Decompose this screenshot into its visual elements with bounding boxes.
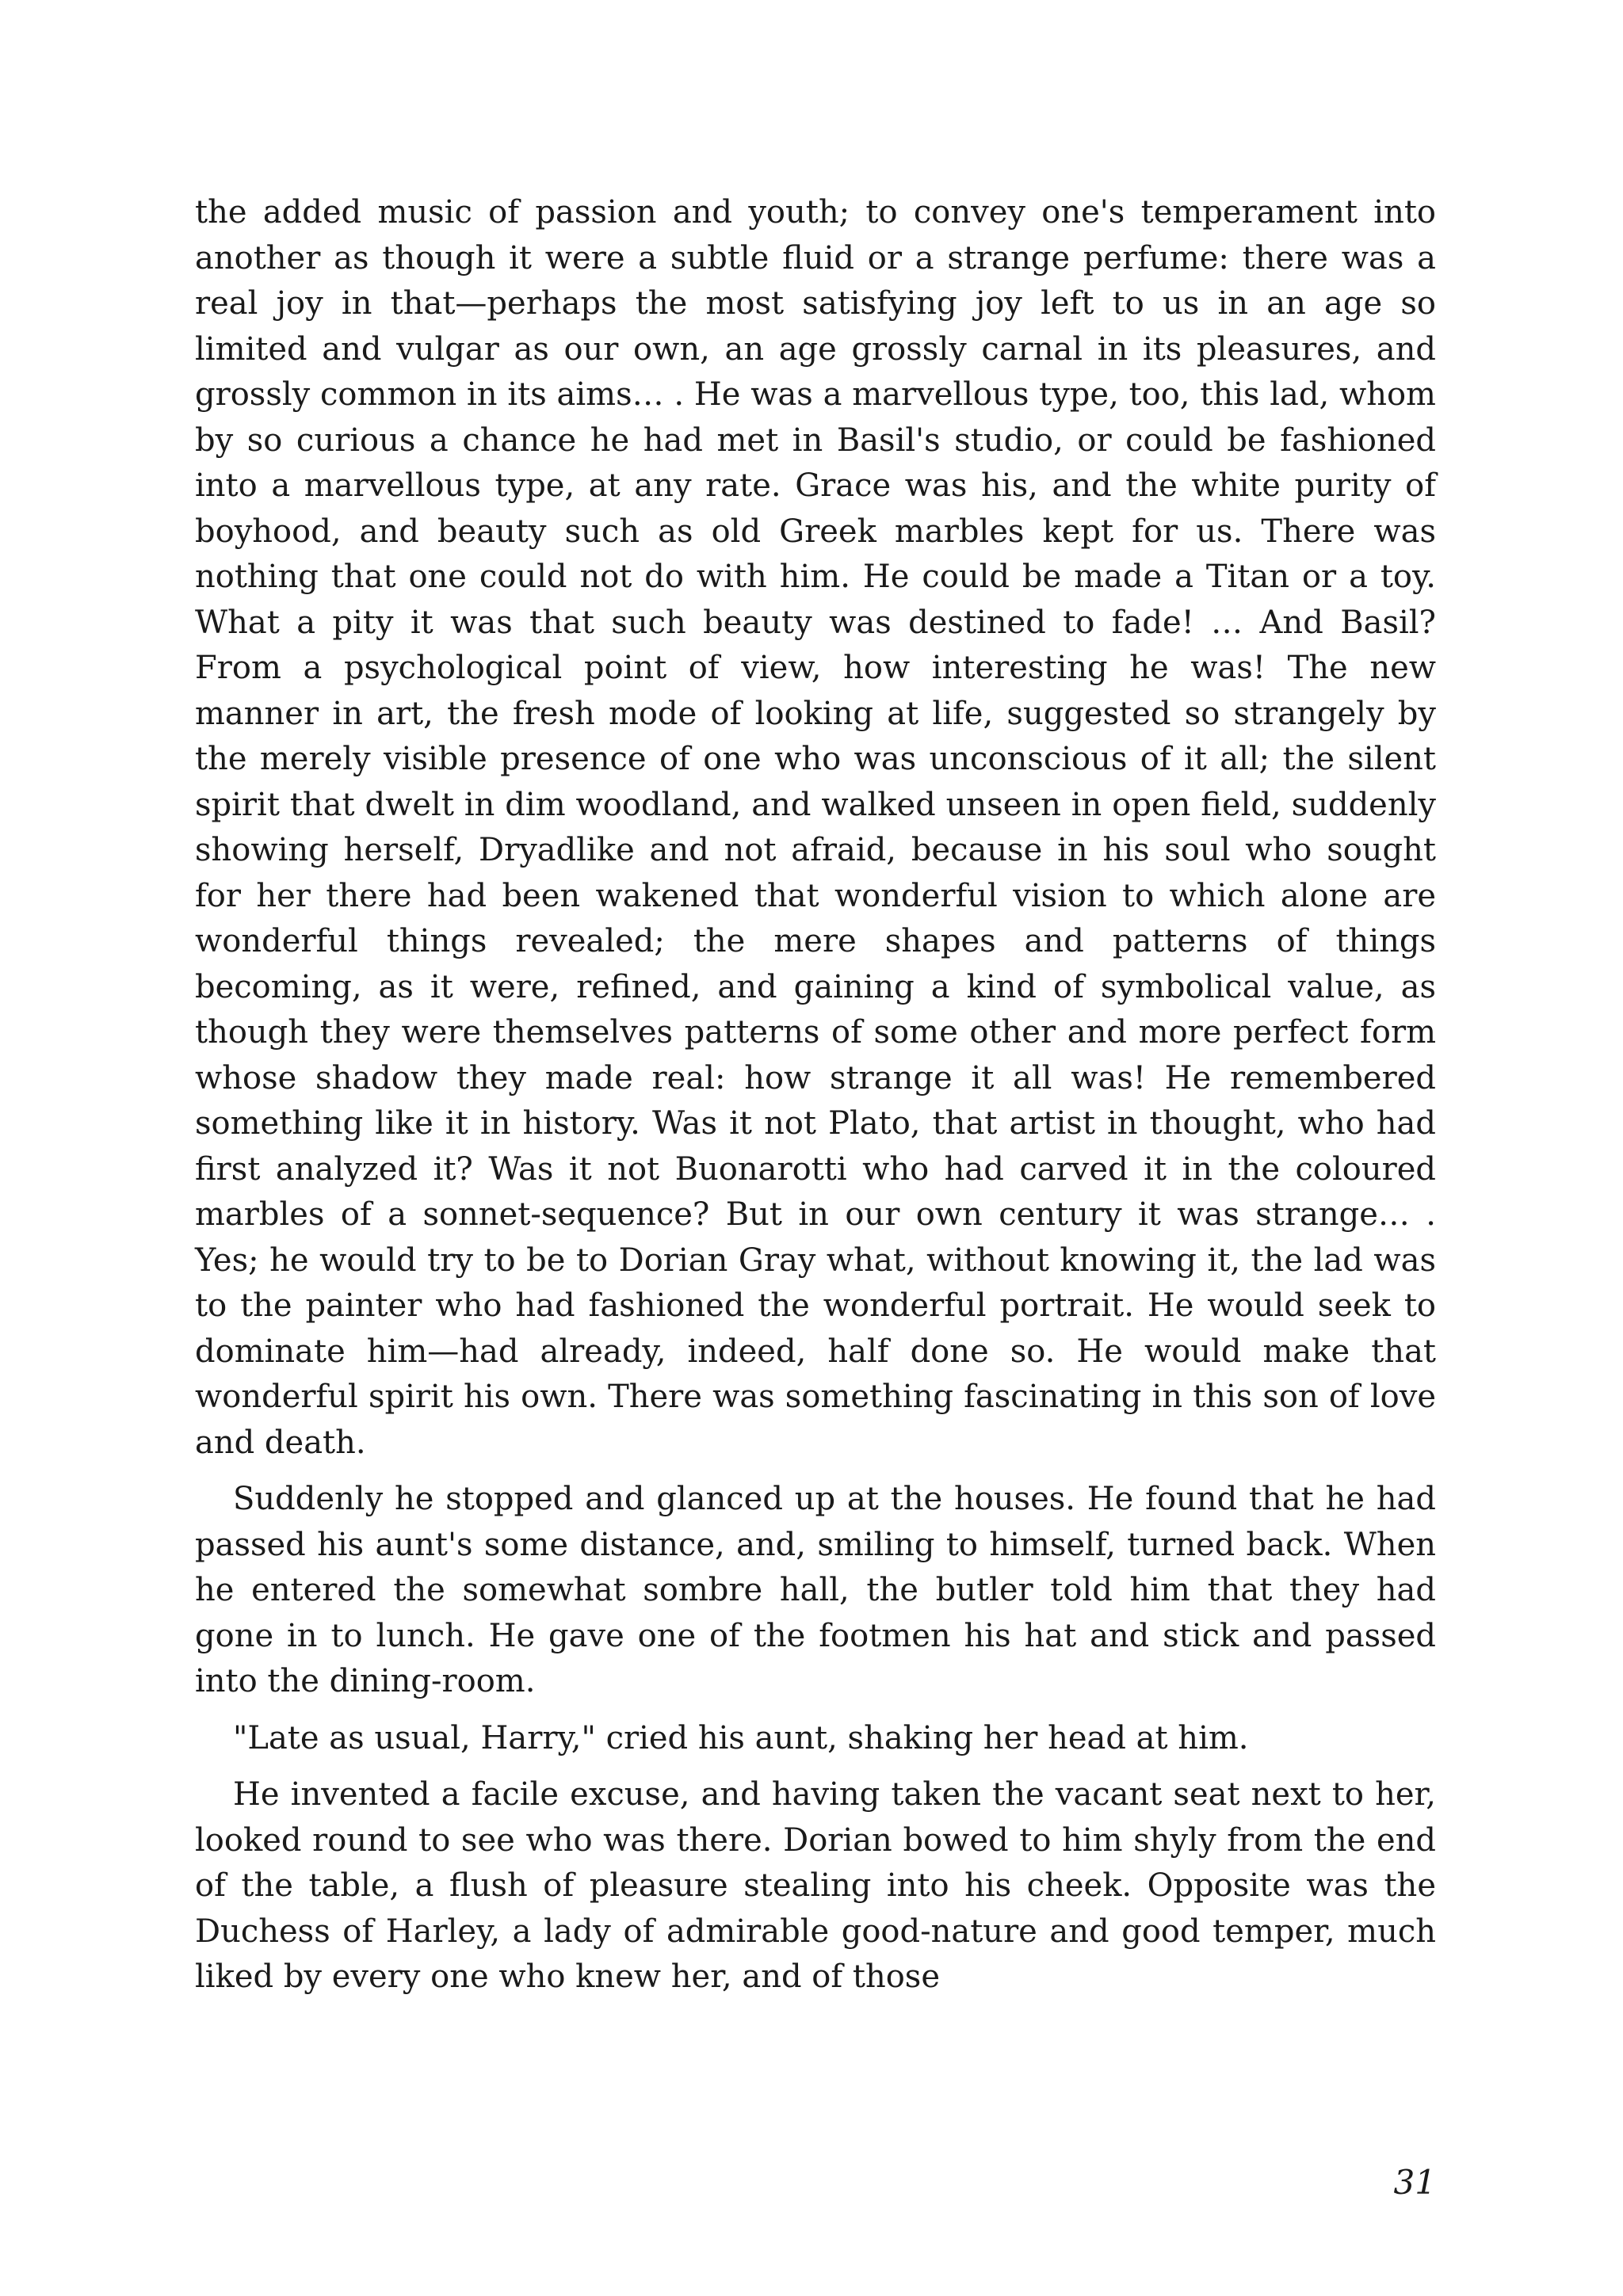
paragraph-1: the added music of passion and youth; to convey one's temperament into another as though it were a subtle fluid or a strange perfume: there was a real joy in that—perhaps the most satisfying joy left to us in an age so limited and vulgar as our own, an age grossly carnal in its pleasures, and grossly common in its aims… . He was a marvellous type, too, this lad, whom by so curious a chance he had met in Basil's studio, or could be fashioned into a marvellous type, at any rate. Grace was his, and the white purity of boyhood, and beauty such as old Greek marbles kept for us. There was nothing that one could not do with him. He could be made a Titan or a toy. What a pity it was that such beauty was destined to fade! … And Basil? From a psychological point of view, how interesting he was! The new manner in art, the fresh mode of looking at life, suggested so strangely by the merely visible presence of one who was unconscious of it all; the silent spirit that dwelt in dim woodland, and walked unseen in open field, suddenly showing herself, Dryadlike and not afraid, because in his soul who sought for her there had been wakened that wonderful vision to which alone are wonderful things revealed; the mere shapes and patterns of things becoming, as it were, refined, and gaining a kind of symbolical value, as though they were themselves patterns of some other and more perfect form whose shadow they made real: how strange it all was! He remembered something like it in history. Was it not Plato, that artist in thought, who had first analyzed it? Was it not Buonarotti who had carved it in the coloured marbles of a sonnet-sequence? But in our own century it was strange… . Yes; he would try to be to Dorian Gray what, without knowing it, the lad was to the painter who had fashioned the wonderful portrait. He would seek to dominate him—had already, indeed, half done so. He would make that wonderful spirit his own. There was something fascinating in this son of love and death. <box>195 194 1436 1461</box>
paragraph-4: He invented a facile excuse, and having taken the vacant seat next to her, looked round to see who was there. Dorian bowed to him shyly from the end of the table, a flush of pleasure stealing into his cheek. Opposite was the Duchess of Harley, a lady of admirable good-nature and good temper, much liked by every one who knew her, and of those <box>195 1776 1436 1995</box>
paragraph-2: Suddenly he stopped and glanced up at the houses. He found that he had passed his aunt's some distance, and, smiling to himself, turned back. When he entered the somewhat sombre hall, the butler told him that they had gone in to lunch. He gave one of the footmen his hat and stick and passed into the dining-room. <box>195 1481 1436 1699</box>
body-text <box>195 190 1436 2000</box>
paragraph-3: "Late as usual, Harry," cried his aunt, shaking her head at him. <box>233 1719 1249 1756</box>
page-number: 31 <box>1393 2163 1436 2202</box>
